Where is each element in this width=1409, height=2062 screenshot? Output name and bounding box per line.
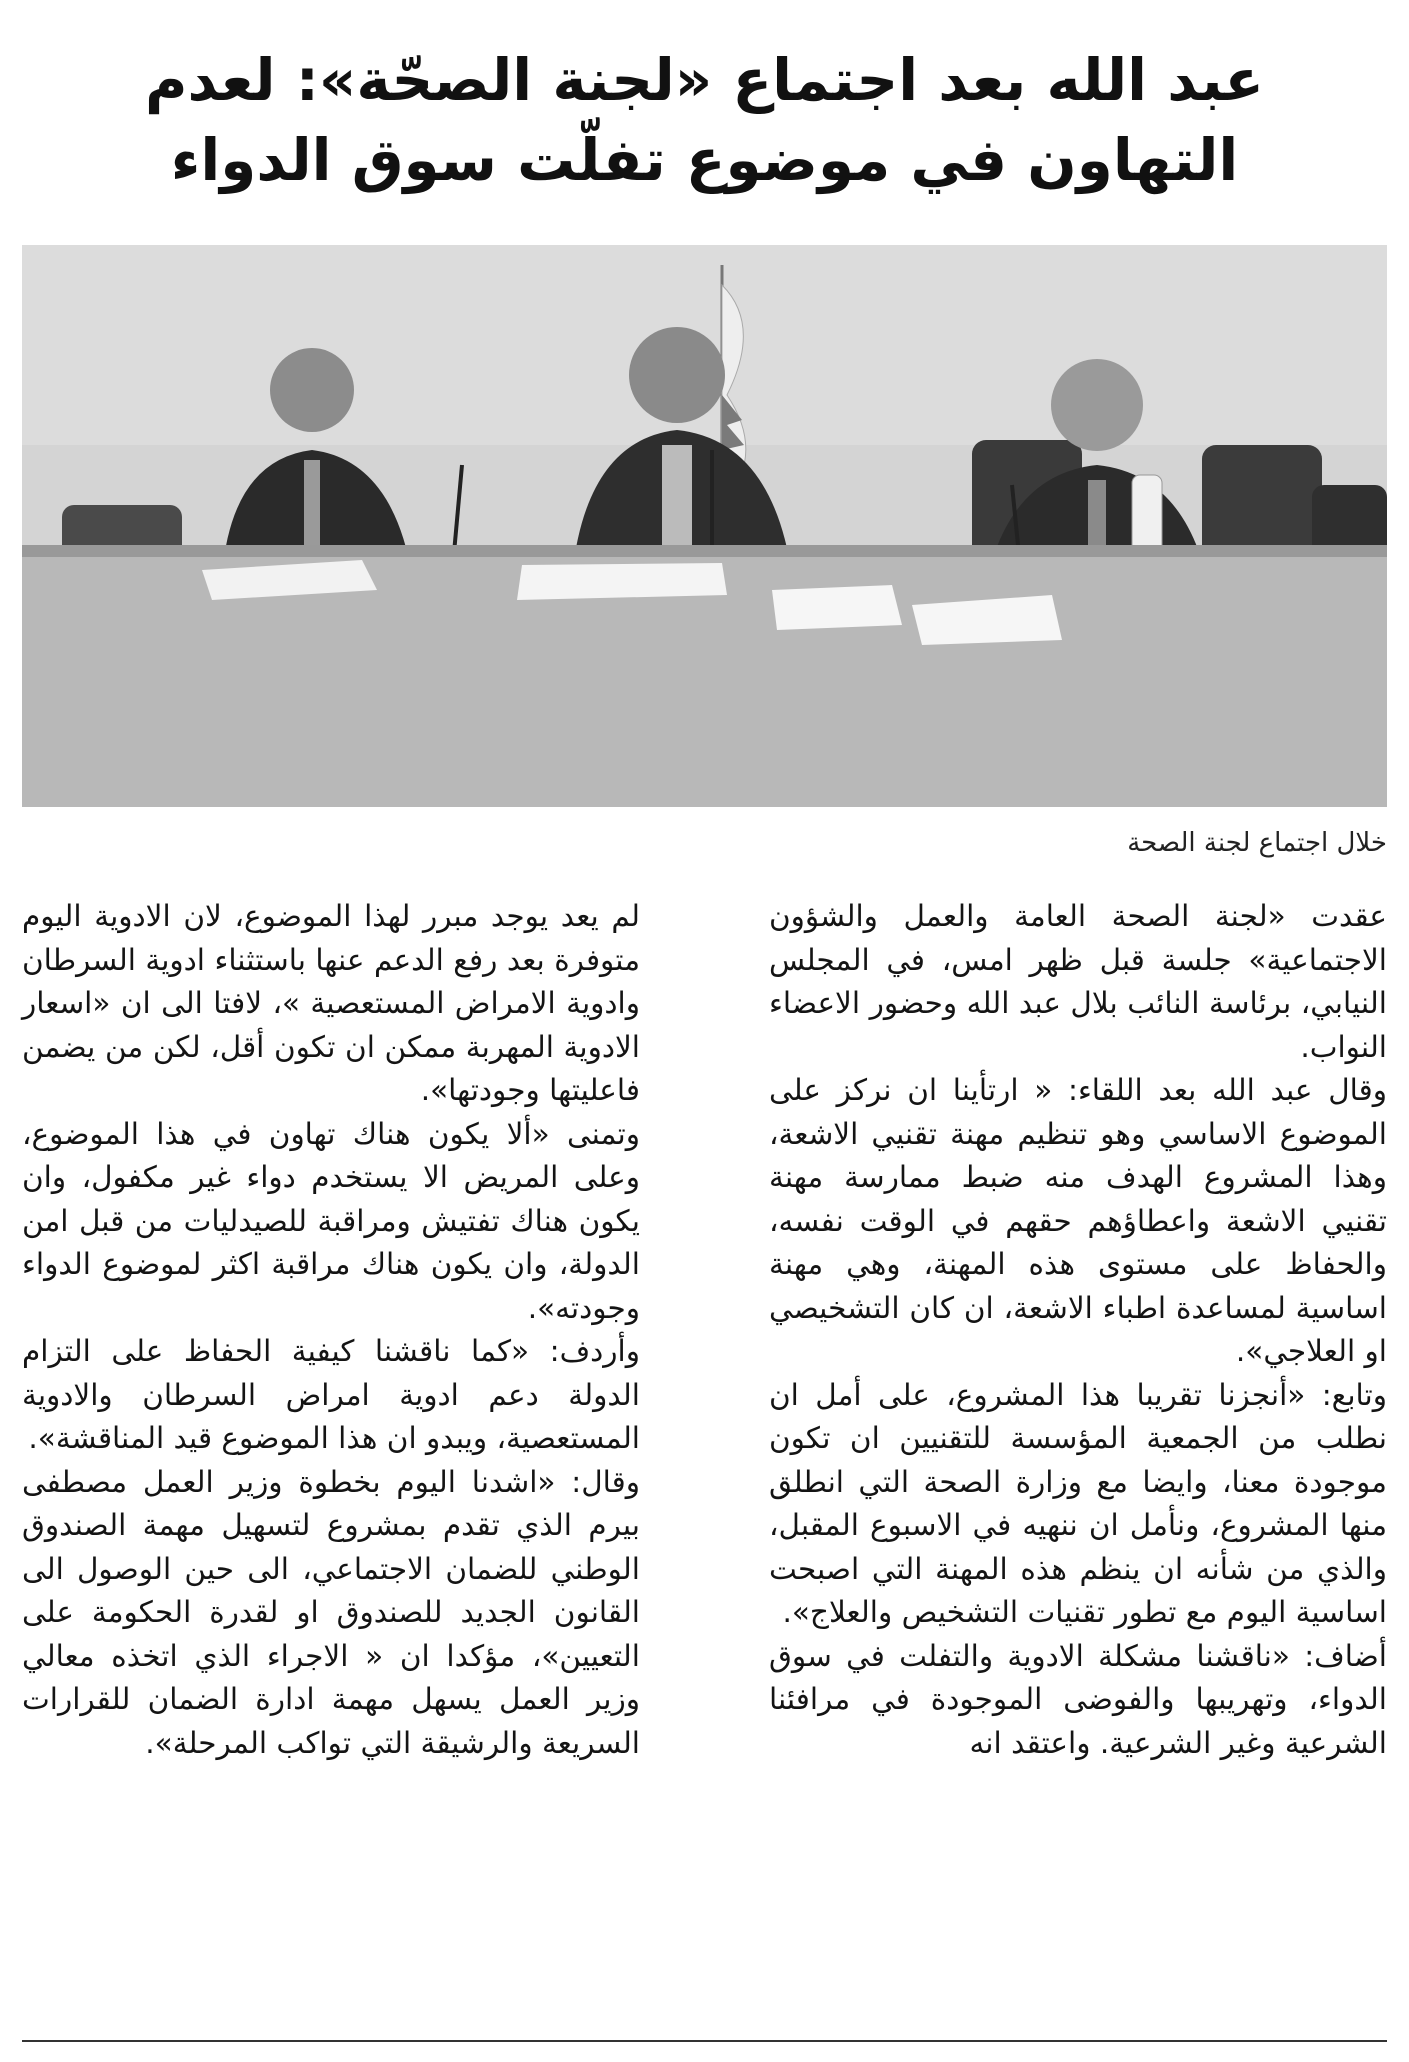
paragraph: وقال: «اشدنا اليوم بخطوة وزير العمل مصطفى بيرم الذي تقدم بمشروع لتسهيل مهمة الصندوق الوطني للضمان الاجتماعي، الى حين الوصول الى القانون الجديد للصندوق او لقدرة الحكومة على التعيين»، مؤكدا ان « الاجراء الذي اتخذه معالي وزير العمل يسهل مهمة ادارة الضمان للقرارات السريعة والرشيقة التي تواكب المرحلة». bbox=[22, 1464, 640, 1760]
headline bbox=[40, 40, 1369, 210]
article-column-right bbox=[769, 895, 1387, 1765]
headline-line-2: التهاون في موضوع تفلّت سوق الدواء bbox=[170, 126, 1239, 194]
paragraph: وتابع: «أنجزنا تقريبا هذا المشروع، على أمل ان نطلب من الجمعية المؤسسة للتقنيين ان تكون موجودة معنا، وايضا مع وزارة الصحة التي انطلق منها المشروع، ونأمل ان ننهيه في الاسبوع المقبل، والذي من شأنه ان ينظم هذه المهنة التي اصبحت اساسية اليوم مع تطور تقنيات التشخيص والعلاج». bbox=[769, 1377, 1387, 1629]
photo-caption: خلال اجتماع لجنة الصحة bbox=[1127, 828, 1387, 858]
paragraph: وتمنى «ألا يكون هناك تهاون في هذا الموضوع، وعلى المريض الا يستخدم دواء غير مكفول، وان يكون هناك تفتيش ومراقبة للصيدليات من قبل امن الدولة، وان يكون هناك مراقبة اكثر لموضوع الدواء وجودته». bbox=[22, 1116, 640, 1325]
paragraph: وأردف: «كما ناقشنا كيفية الحفاظ على التزام الدولة دعم ادوية امراض السرطان والادوية المستعصية، ويبدو ان هذا الموضوع قيد المناقشة». bbox=[22, 1334, 640, 1455]
paragraph: أضاف: «ناقشنا مشكلة الادوية والتفلت في سوق الدواء، وتهريبها والفوضى الموجودة في مرافئنا الشرعية وغير الشرعية. واعتقد انه bbox=[769, 1638, 1387, 1760]
meeting-photo bbox=[22, 245, 1387, 807]
bottom-rule bbox=[22, 2040, 1387, 2042]
paragraph: لم يعد يوجد مبرر لهذا الموضوع، لان الادوية اليوم متوفرة بعد رفع الدعم عنها باستثناء ادوية السرطان وادوية الامراض المستعصية »، لافتا الى ان «اسعار الادوية المهربة ممكن ان تكون أقل، لكن من يضمن فاعليتها وجودتها». bbox=[22, 899, 640, 1107]
paragraph: عقدت «لجنة الصحة العامة والعمل والشؤون الاجتماعية» جلسة قبل ظهر امس، في المجلس النيابي، برئاسة النائب بلال عبد الله وحضور الاعضاء النواب. bbox=[769, 899, 1387, 1064]
article-column-left bbox=[22, 895, 640, 1765]
headline-line-1: عبد الله بعد اجتماع «لجنة الصحّة»: لعدم bbox=[145, 46, 1264, 114]
paragraph: وقال عبد الله بعد اللقاء: « ارتأينا ان نركز على الموضوع الاساسي وهو تنظيم مهنة تقنيي الاشعة، وهذا المشروع الهدف منه ضبط ممارسة مهنة تقنيي الاشعة واعطاؤهم حقهم في الوقت نفسه، والحفاظ على مستوى هذه المهنة، وهي مهنة اساسية لمساعدة اطباء الاشعة، ان كان التشخيصي او العلاجي». bbox=[769, 1073, 1387, 1368]
